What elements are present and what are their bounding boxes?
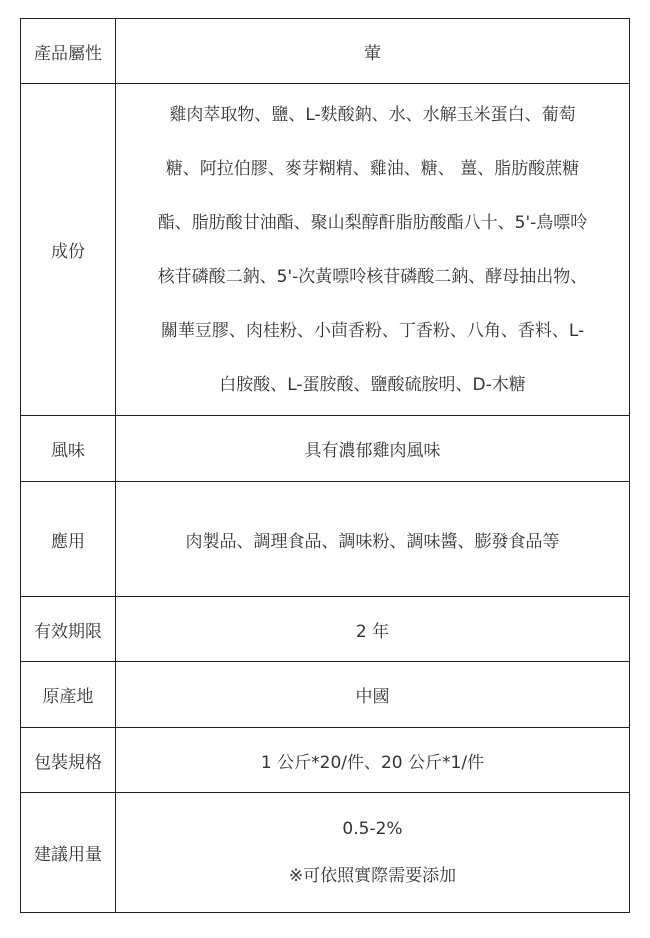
value-attribute: 葷 (116, 19, 630, 84)
label-shelf-life: 有效期限 (21, 597, 116, 662)
label-attribute: 產品屬性 (21, 19, 116, 84)
ingredients-line-3: 酯、脂肪酸甘油酯、聚山梨醇酐脂肪酸酯八十、5'-鳥嘌呤 (157, 212, 588, 233)
label-packaging: 包裝規格 (21, 728, 116, 793)
value-flavor: 具有濃郁雞肉風味 (116, 416, 630, 482)
label-ingredients: 成份 (21, 84, 116, 416)
label-application: 應用 (21, 482, 116, 597)
ingredients-line-1: 雞肉萃取物、鹽、L-麩酸鈉、水、水解玉米蛋白、葡萄 (169, 104, 576, 125)
ingredients-line-6: 白胺酸、L-蛋胺酸、鹽酸硫胺明、D-木糖 (219, 374, 526, 395)
row-packaging (21, 728, 630, 793)
row-ingredients (21, 84, 630, 416)
label-dosage: 建議用量 (21, 793, 116, 913)
label-flavor: 風味 (21, 416, 116, 482)
value-shelf-life: 2 年 (116, 597, 630, 662)
label-origin: 原產地 (21, 662, 116, 728)
row-shelf-life (21, 597, 630, 662)
product-spec-table (20, 18, 630, 913)
ingredients-line-4: 核苷磷酸二鈉、5'-次黃嘌呤核苷磷酸二鈉、酵母抽出物、 (157, 266, 588, 287)
value-dosage (116, 793, 630, 913)
value-application: 肉製品、調理食品、調味粉、調味醬、膨發食品等 (116, 482, 630, 597)
dosage-value: 0.5-2% (342, 819, 403, 839)
value-ingredients (116, 84, 630, 416)
row-attribute (21, 19, 630, 84)
value-origin: 中國 (116, 662, 630, 728)
ingredients-line-5: 關華豆膠、肉桂粉、小茴香粉、丁香粉、八角、香料、L- (160, 320, 585, 341)
row-origin (21, 662, 630, 728)
dosage-spacer (122, 839, 623, 861)
row-dosage (21, 793, 630, 913)
value-packaging: 1 公斤*20/件、20 公斤*1/件 (116, 728, 630, 793)
ingredients-line-2: 糖、阿拉伯膠、麥芽糊精、雞油、糖、 薑、脂肪酸蔗糖 (165, 158, 580, 179)
dosage-note: ※可依照實際需要添加 (288, 866, 457, 886)
row-application (21, 482, 630, 597)
row-flavor (21, 416, 630, 482)
